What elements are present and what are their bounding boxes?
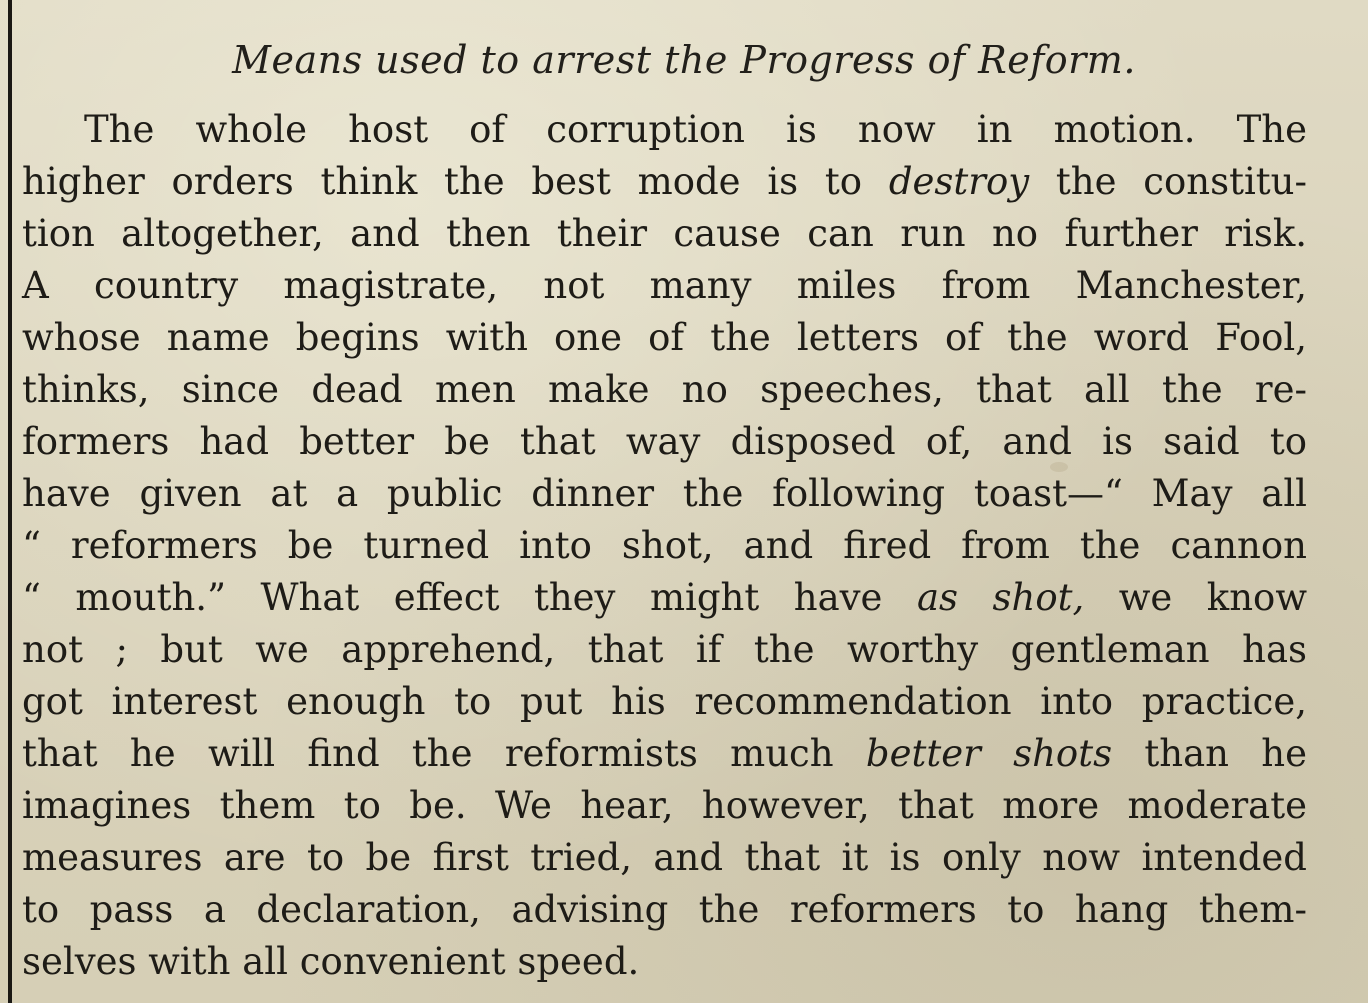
text-line: have given at a public dinner the following toast—“ May all — [22, 472, 1307, 515]
italic-emphasis: better shots — [865, 732, 1113, 775]
text-line: “ reformers be turned into shot, and fired from the cannon — [22, 524, 1307, 567]
italic-emphasis: as shot, — [916, 576, 1085, 619]
text-line: got interest enough to put his recommendation into practice, — [22, 680, 1307, 723]
text-line: thinks, since dead men make no speeches, that all the re- — [22, 368, 1307, 411]
text-line: not ; but we apprehend, that if the worthy gentleman has — [22, 628, 1307, 671]
text-line: to pass a declaration, advising the reformers to hang them- — [22, 888, 1307, 931]
article-heading: Means used to arrest the Progress of Reform. — [232, 38, 1136, 82]
text-line: imagines them to be. We hear, however, that more moderate — [22, 784, 1307, 827]
text-line: “ mouth.” What effect they might have as shot, we know — [22, 576, 1308, 619]
text-line: measures are to be first tried, and that it is only now intended — [22, 836, 1307, 879]
text-line: whose name begins with one of the letters of the word Fool, — [22, 316, 1307, 359]
column-rule — [8, 0, 12, 1003]
text-line: formers had better be that way disposed of, and is said to — [22, 420, 1307, 463]
text-line: that he will find the reformists much better shots than he — [22, 732, 1307, 775]
text-line: A country magistrate, not many miles from Manchester, — [22, 264, 1307, 307]
italic-emphasis: destroy — [888, 160, 1030, 203]
article-body — [22, 104, 1307, 988]
text-line: The whole host of corruption is now in motion. The — [84, 108, 1307, 151]
text-line: tion altogether, and then their cause can run no further risk. — [22, 212, 1307, 255]
text-line: higher orders think the best mode is to destroy the constitu- — [22, 160, 1308, 203]
text-line: selves with all convenient speed. — [22, 940, 640, 983]
